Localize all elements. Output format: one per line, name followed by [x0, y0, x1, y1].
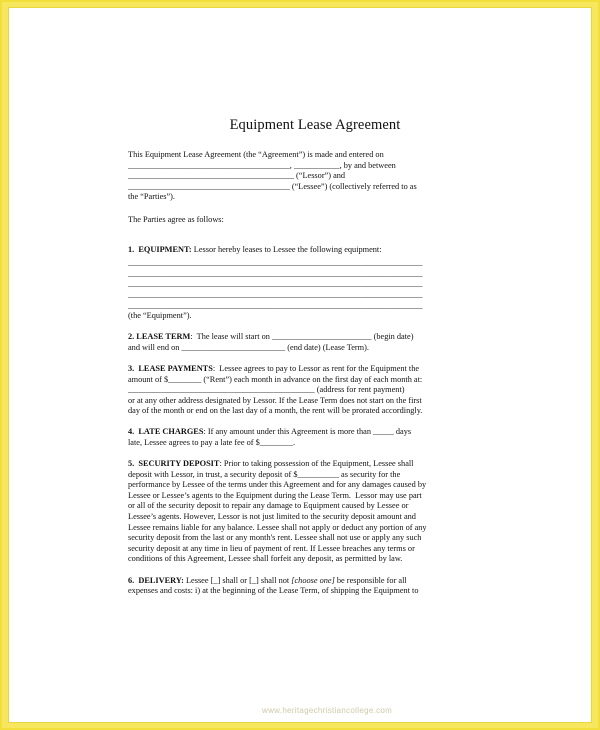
section-line: Lessee’s agents. However, Lessor is not just limited to the security deposit amount and — [128, 512, 416, 522]
section-line: security deposit at any time in lieu of payment of rent. If Lessee breaches any terms or — [128, 543, 415, 553]
section-line: Lessee or Lessee’s agents to the Equipment during the Lease Term. Lessor may use part — [128, 490, 422, 500]
section-line: be responsible for all — [334, 575, 407, 585]
section-line: conditions of this Agreement, Lessee shall forfeit any deposit, as permitted by law. — [128, 554, 403, 564]
document-title: Equipment Lease Agreement — [229, 117, 401, 133]
section-line: or at any other address designated by Lessor. If the Lease Term does not start on the first — [128, 395, 422, 405]
choose-one-note: [choose one] — [291, 575, 335, 585]
section-line: : Lessee agrees to pay to Lessor as rent for the Equipment the — [212, 363, 420, 373]
blank-line: _______________________________________________________________________ — [128, 289, 423, 299]
blank-line: _______________________________________________________________________ — [128, 279, 423, 289]
section-line: late, Lessee agrees to pay a late fee of $________. — [128, 437, 296, 447]
section-line: amount of $________ (“Rent”) each month in advance on the first day of each month at: — [128, 374, 423, 384]
section-delivery — [128, 576, 474, 597]
section-lease-term — [128, 332, 474, 353]
section-line: performance by Lessee of the terms under this Agreement and for any damages caused by — [128, 480, 427, 490]
section-security-deposit — [128, 459, 474, 565]
section-text: Lessor hereby leases to Lessee the following equipment: — [191, 244, 382, 254]
section-line: or all of the security deposit to repair any damage to Equipment caused by Lessee or — [128, 501, 409, 511]
section-line: Lessee [_] shall or [_] shall not — [183, 575, 292, 585]
blank-line: _______________________________________________________________________ — [128, 268, 423, 278]
section-late-charges — [128, 427, 474, 448]
section-heading: 4. LATE CHARGES — [128, 427, 204, 437]
section-line: and will end on _________________________ (end date) (Lease Term). — [128, 342, 369, 352]
section-line: _____________________________________________ (address for rent payment) — [128, 385, 405, 395]
section-line: : The lease will start on ________________________ (begin date) — [190, 332, 414, 342]
section-line: Lessee remains liable for any balance. Lessee shall not apply or deduct any portion of any — [128, 522, 427, 532]
parties-agree: The Parties agree as follows: — [128, 214, 224, 224]
section-heading: 6. DELIVERY: — [128, 575, 184, 585]
section-line: : Prior to taking possession of the Equipment, Lessee shall — [219, 459, 414, 469]
blank-line: _______________________________________________________________________ — [128, 300, 423, 310]
section-lease-payments — [128, 364, 474, 417]
watermark: www.heritagechristiancollege.com — [262, 706, 393, 715]
intro-line: _______________________________________, ___________, by and between — [128, 160, 396, 170]
document-body — [128, 108, 474, 597]
section-heading: 2. LEASE TERM — [128, 332, 191, 342]
intro-line: ________________________________________ (“Lessor”) and — [128, 171, 346, 181]
section-heading: 1. EQUIPMENT: — [128, 244, 192, 254]
section-line: : If any amount under this Agreement is more than _____ days — [203, 427, 412, 437]
section-heading: 5. SECURITY DEPOSIT — [128, 459, 220, 469]
intro-line: This Equipment Lease Agreement (the “Agreement”) is made and entered on — [128, 150, 384, 159]
section-line: expenses and costs: i) at the beginning of the Lease Term, of shipping the Equipment to — [128, 586, 419, 596]
intro-line: _______________________________________ (“Lessee”) (collectively referred to as — [128, 181, 417, 191]
section-line: deposit with Lessor, in trust, a security deposit of $__________ as security for the — [128, 469, 401, 479]
intro-paragraph — [128, 150, 474, 203]
blank-line: _______________________________________________________________________ — [128, 258, 423, 268]
section-closing: (the “Equipment”). — [128, 311, 192, 321]
section-line: security deposit from the last or any month's rent. Lessee shall not use or apply any such — [128, 533, 422, 543]
section-heading: 3. LEASE PAYMENTS — [128, 363, 213, 373]
section-equipment — [128, 245, 474, 322]
intro-line: the “Parties”). — [128, 192, 175, 202]
section-line: day of the month or end on the last day of a month, the rent will be prorated accordingly. — [128, 406, 423, 416]
